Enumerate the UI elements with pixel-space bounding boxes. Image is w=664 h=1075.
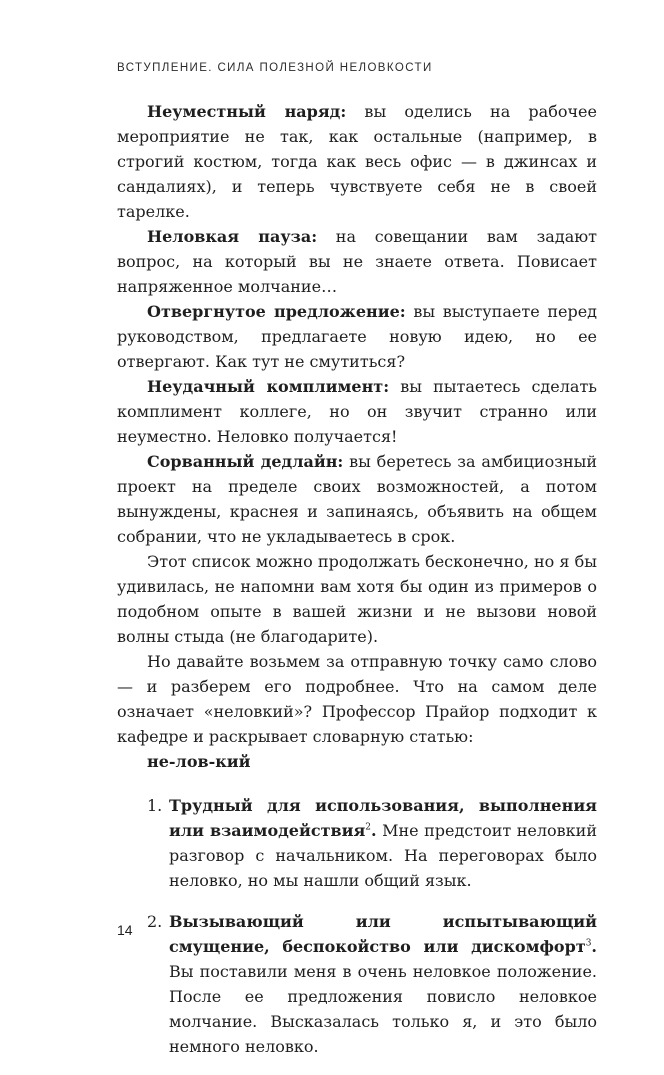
definition-term-end: . xyxy=(371,821,377,840)
paragraph xyxy=(117,224,597,299)
definition-item xyxy=(117,909,597,1059)
paragraph-text: вы оделись на рабочее мероприятие не так, как остальные (например, в строгий костюм, тогда как весь офис — в джинсах и сандалиях), и теперь чувствуете себя не в своей тарелке. xyxy=(117,102,597,221)
paragraph-text: на совещании вам задают вопрос, на который вы не знаете ответа. Повисает напряженное молчание… xyxy=(117,227,598,296)
footnote-ref[interactable]: 2 xyxy=(365,822,372,833)
definition-number: 2. xyxy=(147,912,163,931)
paragraph-lead: Неловкая пауза: xyxy=(147,227,318,246)
paragraph-lead: Отвергнутое предложение: xyxy=(147,302,406,321)
paragraph xyxy=(117,649,597,749)
definition-term-end: . xyxy=(591,937,597,956)
definition-example: Мне предстоит неловкий разговор с начальником. На переговорах было неловко, но мы нашли общий язык. xyxy=(169,821,597,890)
definition-list xyxy=(117,793,597,1059)
paragraph-lead: Сорванный дедлайн: xyxy=(147,452,344,471)
paragraph xyxy=(117,299,597,374)
definition-example: Вы поставили меня в очень неловкое положение. После ее предложения повисло неловкое молчание. Высказалась только я, и это было немного неловко. xyxy=(169,962,597,1056)
running-header: ВСТУПЛЕНИЕ. СИЛА ПОЛЕЗНОЙ НЕЛОВКОСТИ xyxy=(117,62,433,74)
paragraph-lead: Неудачный комплимент: xyxy=(147,377,390,396)
definition-term: Трудный для использования, выполнения или взаимодействия xyxy=(169,796,597,840)
paragraph-text: вы пытаетесь сделать комплимент коллеге, но он звучит странно или неуместно. Неловко получается! xyxy=(117,377,598,446)
paragraph xyxy=(117,549,597,649)
definition-term: Вызывающий или испытывающий смущение, беспокойство или дискомфорт xyxy=(169,912,597,956)
paragraph-lead: Неуместный наряд: xyxy=(147,102,347,121)
paragraph xyxy=(117,449,597,549)
paragraph xyxy=(117,99,597,224)
paragraph xyxy=(117,374,597,449)
paragraph-text: вы выступаете перед руководством, предлагаете новую идею, но ее отвергают. Как тут не смутиться? xyxy=(117,302,598,371)
definition-item xyxy=(117,793,597,893)
paragraph-text: Этот список можно продолжать бесконечно, но я бы удивилась, не напомни вам хотя бы один из примеров о подобном опыте в вашей жизни и не вызови новой волны стыда (не благодарите). xyxy=(117,552,597,646)
paragraph-text: вы беретесь за амбициозный проект на пределе своих возможностей, а потом вынуждены, краснея и запинаясь, объявить на общем собрании, что не укладываетесь в срок. xyxy=(117,452,598,546)
page-number: 14 xyxy=(117,922,133,938)
body-text xyxy=(117,99,597,1075)
footnote-ref[interactable]: 3 xyxy=(585,938,592,949)
dictionary-headword: не-лов-кий xyxy=(147,752,251,771)
paragraph-text: Но давайте возьмем за отправную точку само слово — и разберем его подробнее. Что на самом деле означает «неловкий»? Профессор Прайор подходит к кафедре и раскрывает словарную статью: xyxy=(117,652,597,746)
definition-number: 1. xyxy=(147,796,163,815)
